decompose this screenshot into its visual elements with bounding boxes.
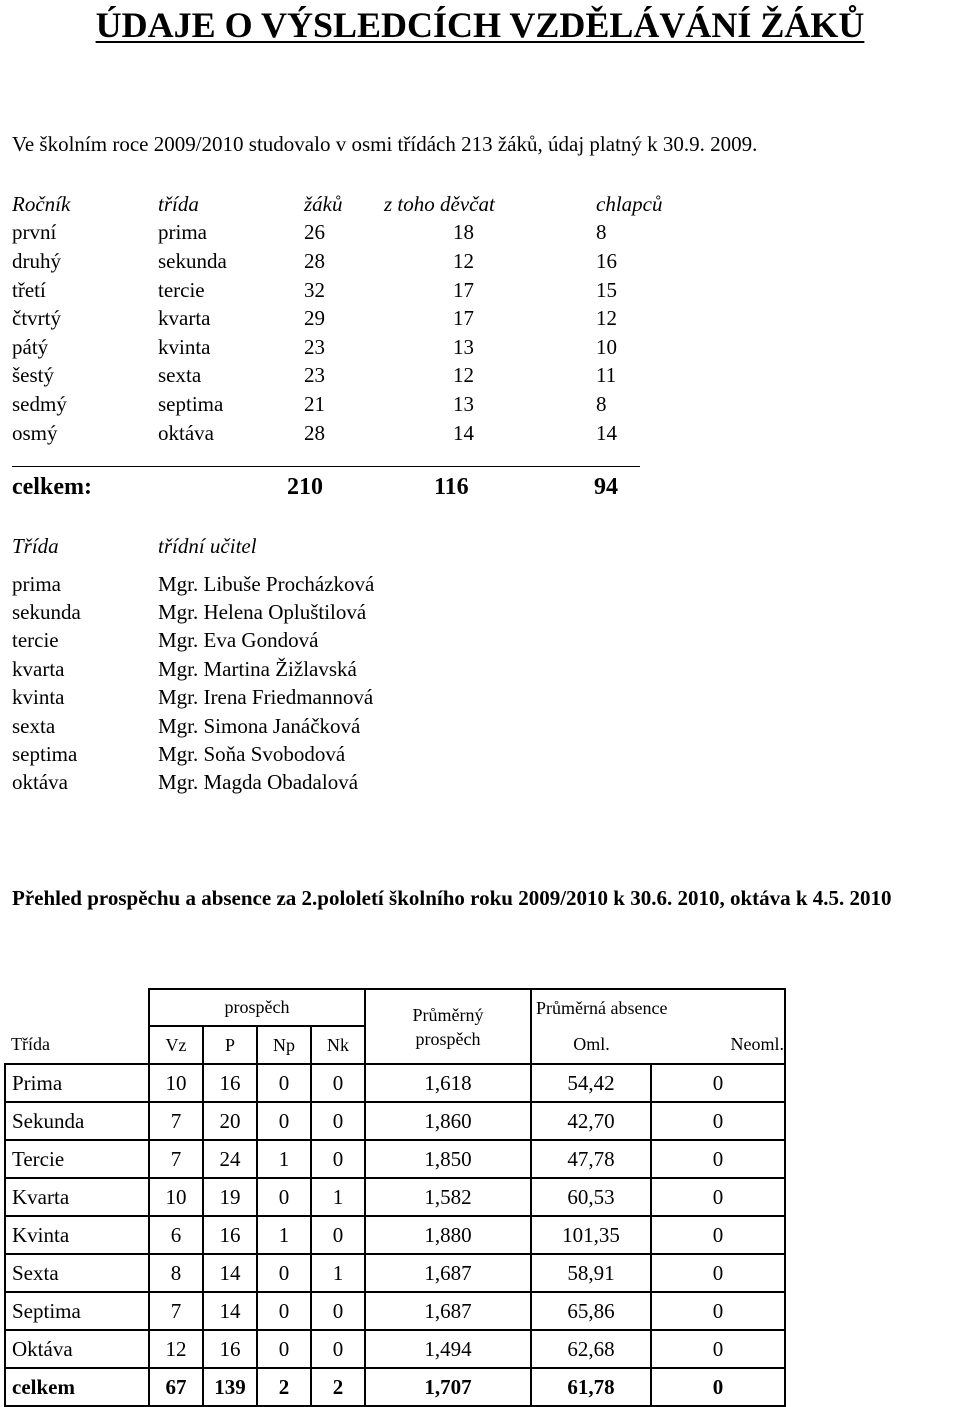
results-cell-nk: 0 <box>311 1330 365 1368</box>
header-absence: Průměrná absence <box>531 989 785 1026</box>
teacher-cell-class: tercie <box>12 628 59 653</box>
results-cell-prumer: 1,582 <box>365 1178 531 1216</box>
enrollment-cell-zaku: 28 <box>304 420 325 445</box>
enrollment-row <box>12 362 676 391</box>
header-np: Np <box>257 1026 311 1064</box>
results-cell-trida: Septima <box>5 1292 149 1330</box>
results-cell-vz: 8 <box>149 1254 203 1292</box>
results-cell-prumer: 1,707 <box>365 1368 531 1406</box>
results-cell-vz: 67 <box>149 1368 203 1406</box>
header-prumerny: Průměrný prospěch <box>365 989 531 1064</box>
results-cell-trida: Prima <box>5 1064 149 1102</box>
header-p: P <box>203 1026 257 1064</box>
header-chlapcu: chlapců <box>596 191 663 216</box>
teacher-row <box>12 655 374 683</box>
results-row <box>5 1216 785 1254</box>
teacher-row <box>12 740 374 768</box>
teacher-cell-teacher: Mgr. Magda Obadalová <box>158 770 359 795</box>
teacher-cell-class: prima <box>12 571 61 596</box>
enrollment-cell-trida: tercie <box>158 277 205 302</box>
results-cell-nk: 0 <box>311 1064 365 1102</box>
enrollment-cell-trida: sekunda <box>158 248 227 273</box>
header-empty <box>5 989 149 1026</box>
results-cell-np: 0 <box>257 1254 311 1292</box>
teacher-cell-class: septima <box>12 742 78 767</box>
results-cell-prumer: 1,880 <box>365 1216 531 1254</box>
header-rocnik: Ročník <box>12 191 71 216</box>
enrollment-cell-trida: kvinta <box>158 334 211 359</box>
intro-text: Ve školním roce 2009/2010 studovalo v osmi třídách 213 žáků, údaj platný k 30.9. 2009. <box>12 132 758 156</box>
enrollment-cell-rocnik: druhý <box>12 248 61 273</box>
enrollment-cell-chlapcu: 10 <box>596 334 617 359</box>
total-pupils: 210 <box>287 474 323 500</box>
enrollment-row <box>12 419 676 448</box>
results-cell-vz: 12 <box>149 1330 203 1368</box>
header-teacher: třídní učitel <box>158 534 257 558</box>
results-cell-oml: 58,91 <box>531 1254 651 1292</box>
results-cell-trida: celkem <box>5 1368 149 1406</box>
header-devcat: z toho děvčat <box>384 191 495 216</box>
teacher-row <box>12 684 374 712</box>
teacher-cell-class: sexta <box>12 713 56 738</box>
enrollment-cell-chlapcu: 14 <box>596 420 617 445</box>
teacher-row <box>12 712 374 740</box>
enrollment-cell-devcat: 17 <box>453 306 474 331</box>
results-cell-np: 0 <box>257 1064 311 1102</box>
header-vz: Vz <box>149 1026 203 1064</box>
results-header-row-1 <box>5 989 785 1026</box>
results-cell-neoml: 0 <box>651 1064 785 1102</box>
enrollment-cell-zaku: 28 <box>304 248 325 273</box>
results-cell-nk: 0 <box>311 1292 365 1330</box>
results-cell-nk: 2 <box>311 1368 365 1406</box>
results-cell-trida: Kvarta <box>5 1178 149 1216</box>
teacher-cell-class: kvinta <box>12 685 65 710</box>
enrollment-cell-devcat: 13 <box>453 334 474 359</box>
results-cell-vz: 7 <box>149 1102 203 1140</box>
enrollment-cell-devcat: 12 <box>453 363 474 388</box>
results-cell-neoml: 0 <box>651 1368 785 1406</box>
results-cell-oml: 47,78 <box>531 1140 651 1178</box>
enrollment-row <box>12 276 676 305</box>
results-cell-p: 16 <box>203 1216 257 1254</box>
header-class: Třída <box>12 534 59 558</box>
enrollment-cell-trida: prima <box>158 220 207 245</box>
results-cell-prumer: 1,850 <box>365 1140 531 1178</box>
results-cell-neoml: 0 <box>651 1292 785 1330</box>
total-divider <box>12 466 640 467</box>
results-cell-neoml: 0 <box>651 1254 785 1292</box>
results-cell-p: 20 <box>203 1102 257 1140</box>
results-cell-oml: 61,78 <box>531 1368 651 1406</box>
enrollment-cell-zaku: 21 <box>304 391 325 416</box>
teacher-cell-teacher: Mgr. Helena Opluštilová <box>158 600 367 625</box>
results-cell-neoml: 0 <box>651 1216 785 1254</box>
enrollment-cell-devcat: 13 <box>453 391 474 416</box>
results-row <box>5 1292 785 1330</box>
results-cell-neoml: 0 <box>651 1178 785 1216</box>
results-cell-np: 1 <box>257 1140 311 1178</box>
results-cell-np: 0 <box>257 1102 311 1140</box>
enrollment-cell-zaku: 23 <box>304 334 325 359</box>
results-cell-vz: 7 <box>149 1292 203 1330</box>
results-cell-np: 1 <box>257 1216 311 1254</box>
enrollment-row <box>12 247 676 276</box>
enrollment-table <box>12 190 676 447</box>
header-zaku: žáků <box>304 191 343 216</box>
results-table <box>4 988 786 1407</box>
results-cell-trida: Kvinta <box>5 1216 149 1254</box>
results-cell-oml: 42,70 <box>531 1102 651 1140</box>
total-label: celkem: <box>12 474 92 500</box>
enrollment-row <box>12 390 676 419</box>
enrollment-cell-devcat: 14 <box>453 420 474 445</box>
results-cell-p: 16 <box>203 1330 257 1368</box>
results-cell-vz: 10 <box>149 1064 203 1102</box>
enrollment-cell-chlapcu: 15 <box>596 277 617 302</box>
results-cell-np: 2 <box>257 1368 311 1406</box>
enrollment-cell-zaku: 26 <box>304 220 325 245</box>
results-row <box>5 1178 785 1216</box>
results-cell-oml: 65,86 <box>531 1292 651 1330</box>
results-row <box>5 1330 785 1368</box>
results-cell-p: 19 <box>203 1178 257 1216</box>
results-cell-trida: Sexta <box>5 1254 149 1292</box>
enrollment-cell-rocnik: sedmý <box>12 391 67 416</box>
teacher-cell-teacher: Mgr. Simona Janáčková <box>158 713 361 738</box>
results-cell-p: 14 <box>203 1254 257 1292</box>
results-cell-oml: 60,53 <box>531 1178 651 1216</box>
results-cell-prumer: 1,860 <box>365 1102 531 1140</box>
enrollment-cell-rocnik: první <box>12 220 57 245</box>
overview-heading: Přehled prospěchu a absence za 2.pololetí školního roku 2009/2010 k 30.6. 2010, oktáva k 4.5. 2010 <box>12 886 892 910</box>
enrollment-cell-trida: sexta <box>158 363 202 388</box>
teacher-cell-class: sekunda <box>12 600 81 625</box>
enrollment-cell-rocnik: čtvrtý <box>12 306 61 331</box>
results-cell-neoml: 0 <box>651 1330 785 1368</box>
results-total-row <box>5 1368 785 1406</box>
enrollment-cell-zaku: 32 <box>304 277 325 302</box>
header-prospech: prospěch <box>149 989 365 1026</box>
teacher-cell-class: oktáva <box>12 770 68 795</box>
results-cell-oml: 62,68 <box>531 1330 651 1368</box>
header-oml: Oml. <box>531 1026 651 1064</box>
enrollment-cell-devcat: 17 <box>453 277 474 302</box>
teacher-cell-teacher: Mgr. Soňa Svobodová <box>158 742 346 767</box>
results-cell-np: 0 <box>257 1178 311 1216</box>
results-cell-neoml: 0 <box>651 1140 785 1178</box>
enrollment-header-row <box>12 190 676 219</box>
teacher-row <box>12 598 374 626</box>
teacher-row <box>12 627 374 655</box>
results-cell-vz: 7 <box>149 1140 203 1178</box>
enrollment-cell-chlapcu: 8 <box>596 391 607 416</box>
results-cell-p: 14 <box>203 1292 257 1330</box>
enrollment-cell-chlapcu: 12 <box>596 306 617 331</box>
total-girls: 116 <box>434 474 469 500</box>
enrollment-cell-zaku: 23 <box>304 363 325 388</box>
header-trida: třída <box>158 191 199 216</box>
results-row <box>5 1140 785 1178</box>
results-cell-np: 0 <box>257 1330 311 1368</box>
results-cell-oml: 54,42 <box>531 1064 651 1102</box>
enrollment-cell-rocnik: pátý <box>12 334 49 359</box>
results-cell-vz: 6 <box>149 1216 203 1254</box>
teachers-table <box>12 534 374 797</box>
teacher-row <box>12 769 374 797</box>
enrollment-cell-rocnik: šestý <box>12 363 54 388</box>
enrollment-cell-trida: oktáva <box>158 420 214 445</box>
enrollment-cell-devcat: 18 <box>453 220 474 245</box>
results-cell-nk: 0 <box>311 1216 365 1254</box>
results-cell-trida: Tercie <box>5 1140 149 1178</box>
header-trida-col: Třída <box>5 1026 149 1064</box>
results-cell-prumer: 1,687 <box>365 1254 531 1292</box>
enrollment-cell-devcat: 12 <box>453 248 474 273</box>
results-cell-trida: Oktáva <box>5 1330 149 1368</box>
results-row <box>5 1064 785 1102</box>
teacher-row <box>12 570 374 598</box>
results-cell-nk: 1 <box>311 1178 365 1216</box>
enrollment-row <box>12 304 676 333</box>
results-cell-prumer: 1,687 <box>365 1292 531 1330</box>
results-cell-np: 0 <box>257 1292 311 1330</box>
results-cell-p: 16 <box>203 1064 257 1102</box>
teachers-header-row <box>12 534 374 570</box>
results-cell-trida: Sekunda <box>5 1102 149 1140</box>
enrollment-cell-rocnik: osmý <box>12 420 58 445</box>
results-cell-p: 139 <box>203 1368 257 1406</box>
results-row <box>5 1254 785 1292</box>
header-neoml: Neoml. <box>651 1026 785 1064</box>
total-boys: 94 <box>594 474 618 500</box>
results-cell-vz: 10 <box>149 1178 203 1216</box>
enrollment-cell-chlapcu: 16 <box>596 248 617 273</box>
teacher-cell-teacher: Mgr. Libuše Procházková <box>158 571 375 596</box>
teacher-cell-teacher: Mgr. Martina Žižlavská <box>158 656 357 681</box>
enrollment-row <box>12 219 676 248</box>
results-cell-neoml: 0 <box>651 1102 785 1140</box>
results-cell-prumer: 1,494 <box>365 1330 531 1368</box>
teacher-cell-teacher: Mgr. Eva Gondová <box>158 628 319 653</box>
page-title: ÚDAJE O VÝSLEDCÍCH VZDĚLÁVÁNÍ ŽÁKŮ <box>95 5 865 45</box>
enrollment-cell-trida: septima <box>158 391 224 416</box>
header-nk: Nk <box>311 1026 365 1064</box>
teacher-cell-teacher: Mgr. Irena Friedmannová <box>158 685 374 710</box>
results-cell-nk: 0 <box>311 1140 365 1178</box>
enrollment-row <box>12 333 676 362</box>
teacher-cell-class: kvarta <box>12 656 65 681</box>
enrollment-cell-rocnik: třetí <box>12 277 46 302</box>
enrollment-cell-zaku: 29 <box>304 306 325 331</box>
enrollment-cell-chlapcu: 8 <box>596 220 607 245</box>
results-cell-prumer: 1,618 <box>365 1064 531 1102</box>
results-cell-oml: 101,35 <box>531 1216 651 1254</box>
results-cell-nk: 0 <box>311 1102 365 1140</box>
results-row <box>5 1102 785 1140</box>
enrollment-cell-chlapcu: 11 <box>596 363 617 388</box>
enrollment-cell-trida: kvarta <box>158 306 211 331</box>
results-cell-nk: 1 <box>311 1254 365 1292</box>
results-cell-p: 24 <box>203 1140 257 1178</box>
